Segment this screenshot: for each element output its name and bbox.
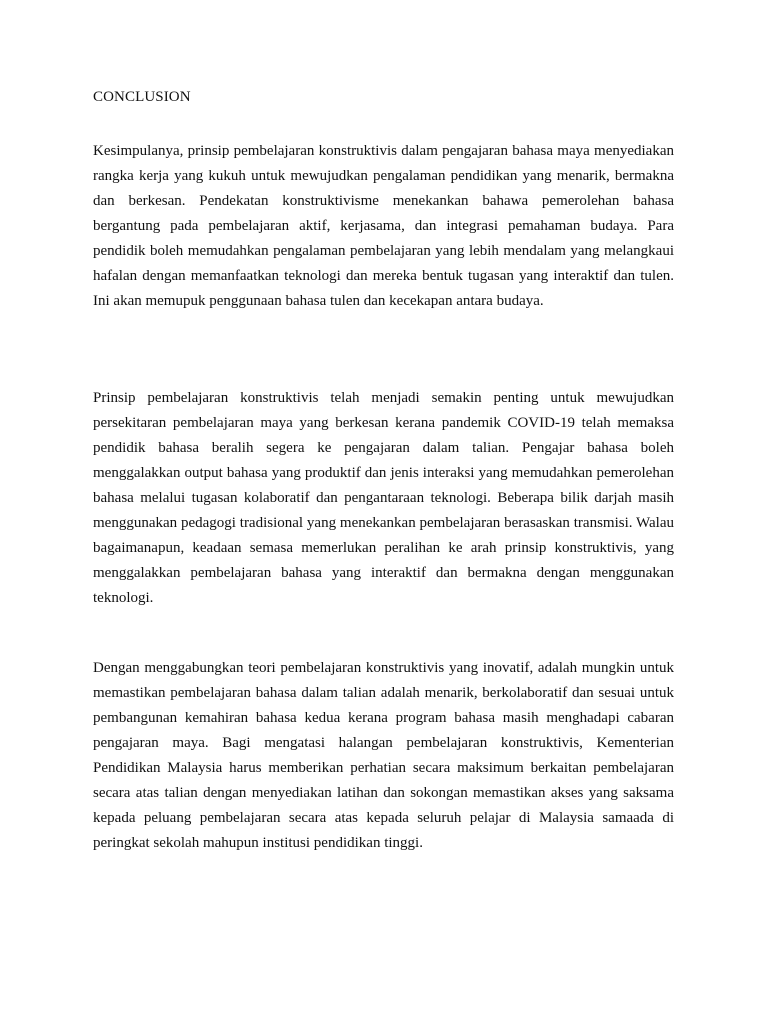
paragraph-2: Prinsip pembelajaran konstruktivis telah menjadi semakin penting untuk mewujudkan persekitaran pembelajaran maya yang berkesan kerana pandemik COVID-19 telah memaksa pendidik bahasa beralih segera ke pengajaran dalam talian. Pengajar bahasa boleh menggalakkan output bahasa yang produktif dan jenis interaksi yang memudahkan pemerolehan bahasa melalui tugasan kolaboratif dan pengantaraan teknologi. Beberapa bilik darjah masih menggunakan pedagogi tradisional yang menekankan pembelajaran berasaskan transmisi. Walau bagaimanapun, keadaan semasa memerlukan peralihan ke arah prinsip konstruktivis, yang menggalakkan pembelajaran bahasa yang interaktif dan bermakna dengan menggunakan teknologi. <box>93 390 674 606</box>
paragraph-1: Kesimpulanya, prinsip pembelajaran konstruktivis dalam pengajaran bahasa maya menyediakan rangka kerja yang kukuh untuk mewujudkan pengalaman pendidikan yang menarik, bermakna dan berkesan. Pendekatan konstruktivisme menekankan bahawa pemerolehan bahasa bergantung pada pembelajaran aktif, kerjasama, dan integrasi pemahaman budaya. Para pendidik boleh memudahkan pengalaman pembelajaran yang lebih mendalam yang melangkaui hafalan dengan memanfaatkan teknologi dan mereka bentuk tugasan yang interaktif dan tulen. Ini akan memupuk penggunaan bahasa tulen dan kecekapan antara budaya. <box>93 143 674 309</box>
section-heading: CONCLUSION <box>93 89 191 105</box>
paragraph-3: Dengan menggabungkan teori pembelajaran konstruktivis yang inovatif, adalah mungkin untuk memastikan pembelajaran bahasa dalam talian adalah menarik, berkolaboratif dan sesuai untuk pembangunan kemahiran bahasa kedua kerana program bahasa masih menghadapi cabaran pengajaran maya. Bagi mengatasi halangan pembelajaran konstruktivis, Kementerian Pendidikan Malaysia harus memberikan perhatian secara maksimum berkaitan pembelajaran secara atas talian dengan menyediakan latihan dan sokongan memastikan akses yang saksama kepada peluang pembelajaran secara atas kepada seluruh pelajar di Malaysia samaada di peringkat sekolah mahupun institusi pendidikan tinggi. <box>93 660 674 851</box>
